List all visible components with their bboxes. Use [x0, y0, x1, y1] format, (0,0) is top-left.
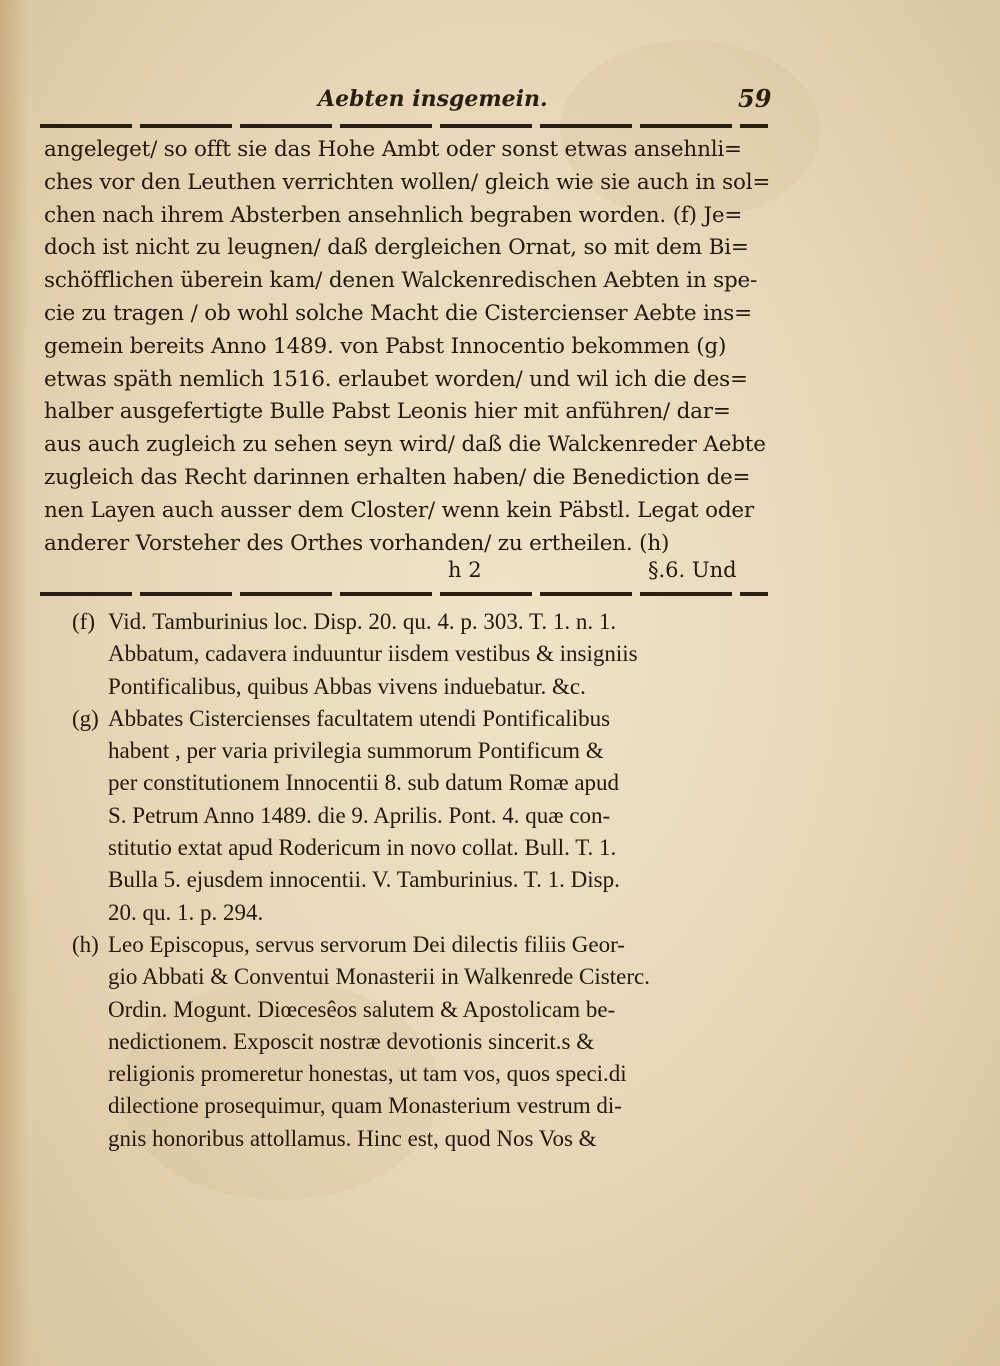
footnote-label: (h) [72, 931, 99, 957]
footnote-line: religionis promeretur honestas, ut tam vos, quos speci.di [108, 1061, 627, 1087]
footnote-line: gnis honoribus attollamus. Hinc est, quod Nos Vos & [108, 1125, 597, 1151]
footnote-line: gio Abbati & Conventui Monasterii in Walkenrede Cisterc. [108, 964, 650, 990]
text-line: doch ist nicht zu leugnen/ daß dergleichen Ornat, so mit dem Bi= [44, 235, 749, 261]
page-number: 59 [738, 84, 772, 113]
text-line: schöfflichen überein kam/ denen Walckenredischen Aebten in spe- [44, 268, 758, 294]
page-header [46, 86, 772, 126]
footnote-line: dilectione prosequimur, quam Monasterium vestrum di- [108, 1093, 622, 1119]
catchword: §.6. Und [648, 558, 737, 582]
signature-mark: h 2 [448, 558, 482, 582]
main-text [44, 134, 770, 560]
footnote-line: Abbates Cistercienses facultatem utendi Pontificalibus [108, 705, 611, 731]
text-line: zugleich das Recht darinnen erhalten haben/ die Benediction de= [44, 464, 751, 490]
text-line: aus auch zugleich zu sehen seyn wird/ daß die Walckenreder Aebte [44, 432, 766, 458]
text-line: anderer Vorsteher des Orthes vorhanden/ zu ertheilen. (h) [44, 530, 670, 556]
footnote-line: Leo Episcopus, servus servorum Dei dilectis filiis Geor- [108, 931, 625, 957]
footnote-line: Vid. Tamburinius loc. Disp. 20. qu. 4. p. 303. T. 1. n. 1. [108, 609, 617, 634]
text-line: chen nach ihrem Absterben ansehnlich begraben worden. (f) Je= [44, 202, 743, 228]
text-line: gemein bereits Anno 1489. von Pabst Innocentio bekommen (g) [44, 333, 727, 359]
footnote-line: per constitutionem Innocentii 8. sub datum Romæ apud [108, 770, 620, 796]
footnote-line: 20. qu. 1. p. 294. [108, 899, 264, 925]
running-head: Aebten insgemein. [318, 86, 548, 112]
footnote-line: Abbatum, cadavera induuntur iisdem vestibus & insigniis [108, 641, 638, 667]
text-line: etwas späth nemlich 1516. erlaubet worden/ und wil ich die des= [44, 366, 748, 392]
footnote-line: S. Petrum Anno 1489. die 9. Aprilis. Pont. 4. quæ con- [108, 802, 611, 828]
footnote-line: nedictionem. Exposcit nostræ devotionis sincerit.s & [108, 1028, 595, 1054]
footnote-label: (f) [72, 609, 95, 634]
text-line: halber ausgefertigte Bulle Pabst Leonis hier mit anführen/ dar= [44, 399, 731, 425]
footnote-line: Pontificalibus, quibus Abbas vivens induebatur. &c. [108, 673, 586, 699]
text-line: nen Layen auch ausser dem Closter/ wenn kein Päbstl. Legat oder [44, 497, 755, 523]
footnote-line: Bulla 5. ejusdem innocentii. V. Tamburinius. T. 1. Disp. [108, 867, 620, 893]
footnote-label: (g) [72, 705, 99, 731]
footnote [72, 606, 772, 703]
footnote-line: stitutio extat apud Rodericum in novo collat. Bull. T. 1. [108, 835, 617, 861]
footnote-rule [40, 592, 768, 596]
header-rule [40, 124, 768, 128]
text-line: cie zu tragen / ob wohl solche Macht die Cistercienser Aebte ins= [44, 300, 752, 326]
text-line: angeleget/ so offt sie das Hohe Ambt oder sonst etwas ansehnli= [44, 137, 742, 162]
footnote [72, 703, 772, 929]
footnote-line: habent , per varia privilegia summorum Pontificum & [108, 738, 604, 764]
footnotes [72, 606, 772, 1155]
footnote-line: Ordin. Mogunt. Diœcesêos salutem & Apostolicam be- [108, 996, 616, 1022]
text-line: ches vor den Leuthen verrichten wollen/ gleich wie sie auch in sol= [44, 169, 770, 195]
footnote [72, 929, 772, 1155]
